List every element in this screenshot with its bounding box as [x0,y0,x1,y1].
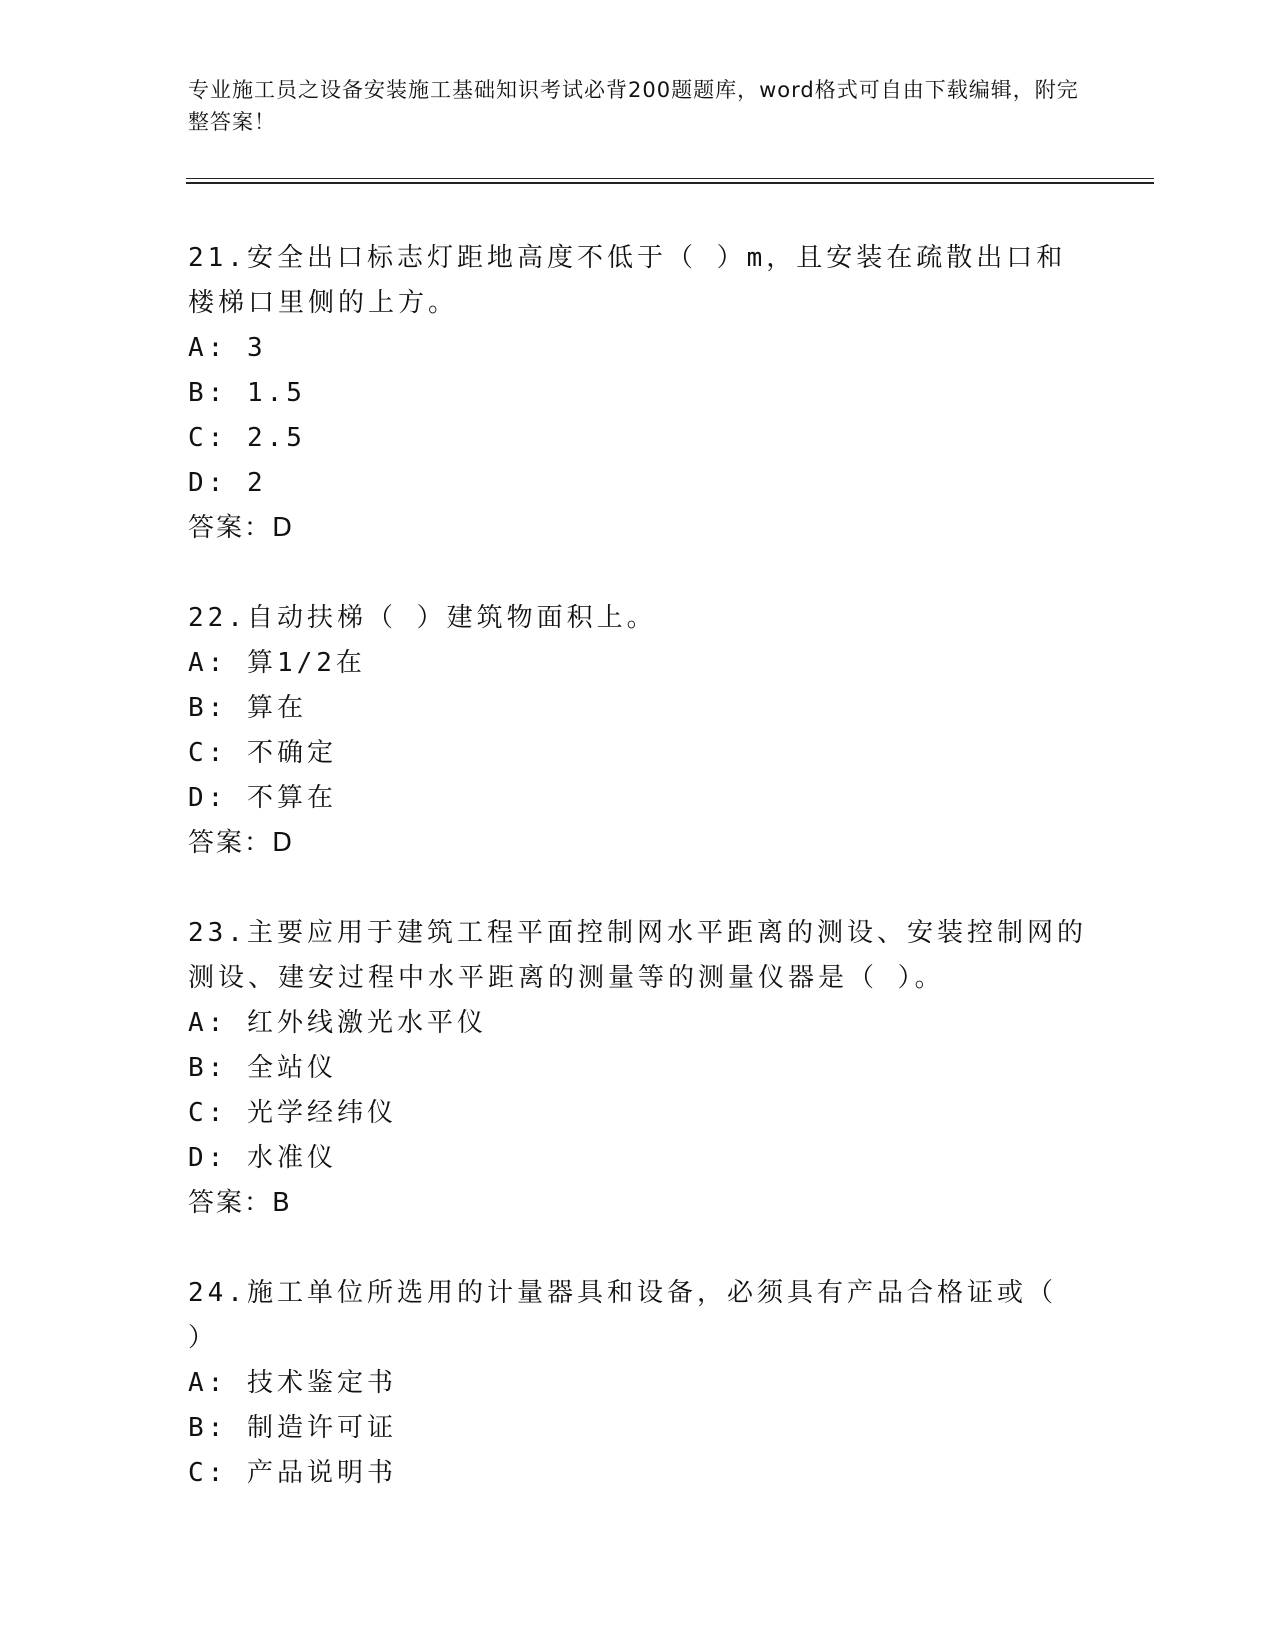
option-c: C: 不确定 [188,738,337,768]
option-c: C: 2.5 [188,423,306,453]
option-c: C: 光学经纬仪 [188,1098,397,1128]
header-rule-thin [186,178,1154,179]
question-list [188,236,1088,1496]
question-24 [188,1271,1088,1496]
question-stem: 21.安全出口标志灯距地高度不低于（ ）m，且安装在疏散出口和楼梯口里侧的上方。 [188,243,1067,318]
option-a: A: 技术鉴定书 [188,1368,397,1398]
option-d: D: 2 [188,468,267,498]
option-a: A: 算1/2在 [188,648,366,678]
option-b: B: 全站仪 [188,1053,337,1083]
answer-label: 答案： [188,513,273,543]
document-header: 专业施工员之设备安装施工基础知识考试必背200题题库，word格式可自由下载编辑，附完整答案！ [188,78,1079,134]
option-c: C: 产品说明书 [188,1458,397,1488]
option-a: A: 红外线激光水平仪 [188,1008,487,1038]
answer-line [188,506,1088,551]
answer-value: B [272,1188,292,1218]
question-stem: 24.施工单位所选用的计量器具和设备，必须具有产品合格证或（ ） [188,1278,1057,1353]
answer-line [188,1181,1088,1226]
answer-label: 答案： [188,828,273,858]
option-d: D: 不算在 [188,783,337,813]
question-22 [188,596,1088,866]
option-b: B: 1.5 [188,378,306,408]
question-21 [188,236,1088,551]
header-rule-thick [186,182,1154,184]
option-a: A: 3 [188,333,267,363]
answer-label: 答案： [188,1188,273,1218]
option-d: D: 水准仪 [188,1143,337,1173]
answer-value: D [272,828,295,858]
question-stem: 22.自动扶梯（ ）建筑物面积上。 [188,603,657,633]
question-23 [188,911,1088,1226]
option-b: B: 制造许可证 [188,1413,397,1443]
option-b: B: 算在 [188,693,307,723]
question-stem: 23.主要应用于建筑工程平面控制网水平距离的测设、安装控制网的测设、建安过程中水平距离的测量等的测量仪器是（ ）。 [188,918,1087,993]
answer-line [188,821,1088,866]
answer-value: D [272,513,295,543]
